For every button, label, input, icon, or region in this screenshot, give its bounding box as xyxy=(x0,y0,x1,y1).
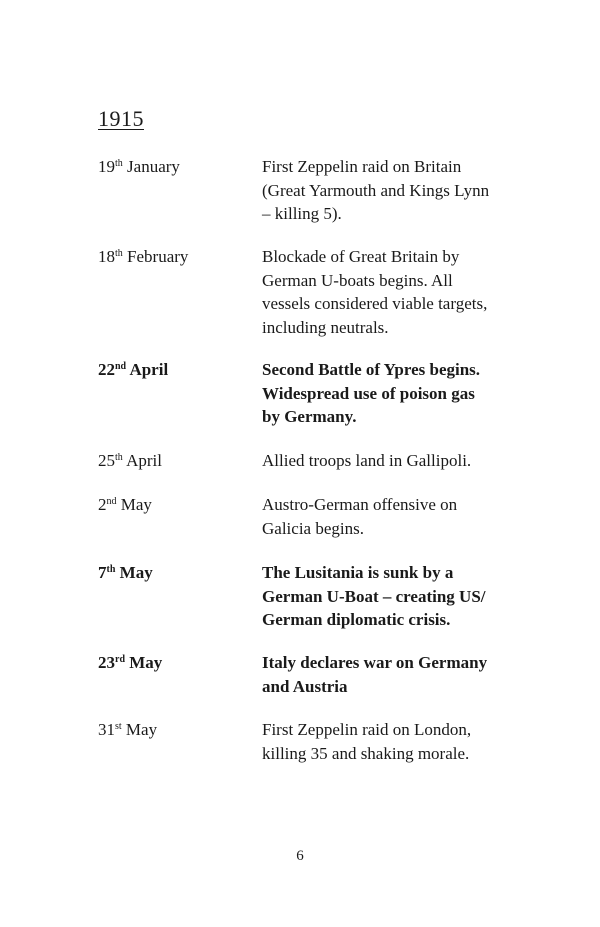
entry-description: First Zeppelin raid on London, killing 35 and shaking morale. xyxy=(262,720,472,763)
timeline-entry xyxy=(98,449,502,493)
entry-description: The Lusitania is sunk by a German U-Boat – creating US/ German diplomatic crisis. xyxy=(262,563,486,629)
entry-description: Allied troops land in Gallipoli. xyxy=(262,451,472,470)
timeline-entry xyxy=(98,245,502,358)
entry-description: Second Battle of Ypres begins. Widespread use of poison gas by Germany. xyxy=(262,360,481,426)
entry-description: Blockade of Great Britain by German U-boats begins. All vessels considered viable targets, including neutrals. xyxy=(262,247,488,337)
entry-date: 31st May xyxy=(98,720,158,739)
entry-date: 7th May xyxy=(98,563,153,582)
entry-description: Austro-German offensive on Galicia begins. xyxy=(262,495,458,538)
page-number: 6 xyxy=(296,848,304,864)
timeline-entry xyxy=(98,718,502,768)
entry-date: 18th February xyxy=(98,247,189,266)
entry-description: Italy declares war on Germany and Austria xyxy=(262,653,488,696)
timeline-entry xyxy=(98,561,502,651)
entry-date: 2nd May xyxy=(98,495,152,514)
entry-description: First Zeppelin raid on Britain (Great Yarmouth and Kings Lynn – killing 5). xyxy=(262,157,490,223)
year-heading: 1915 xyxy=(98,106,144,131)
entry-date: 19th January xyxy=(98,157,180,176)
timeline-entry xyxy=(98,155,502,245)
timeline-entry xyxy=(98,651,502,718)
timeline-entry xyxy=(98,358,502,449)
entry-date: 23rd May xyxy=(98,653,163,672)
entry-date: 25th April xyxy=(98,451,162,470)
entry-date: 22nd April xyxy=(98,360,169,379)
timeline-entries xyxy=(98,155,502,768)
timeline-entry xyxy=(98,493,502,561)
